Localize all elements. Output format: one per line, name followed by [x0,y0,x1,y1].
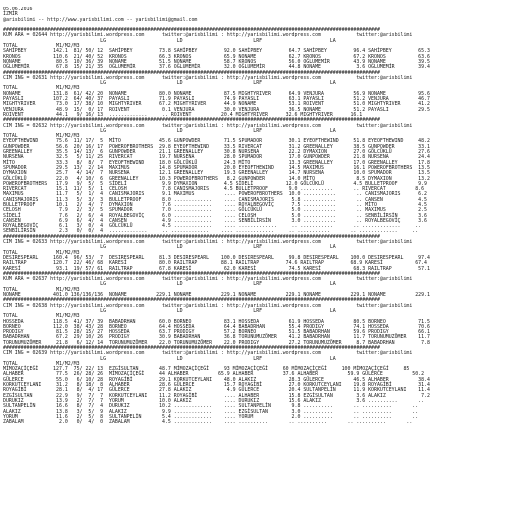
report-line: SULTANPELİN 16.6 8/ 7/ 4 DURUKIZ 10.2 ............. .... SULTANPELİN 9.8 .......... .. .......... .. [3,403,419,410]
report-line: CIM ING = 02632 http://yarisbilimi.wordpress.com twitter:@arisbilimi : http://yarisbilimi.wordpress.com twitter:@arisbilimi [3,122,413,129]
report-line: BULLETPROOF 10.1 2/ 4/ 7 DYMAXION 7.6 ............. .... ROYALBEGOVİÇ 7.5 ........... .. MİTO 4.5 [3,201,427,208]
report-line: ROYALBEGOVİÇ 6.1 3/ 0/ 4 GÖLCÜKLÜ 4.5 ............. .... ............. .. ........... .. ............. .. [3,223,422,230]
report-line: BORNEO 112.0 38/ 43/ 28 BORNEO 64.4 HOSSEDA 64.4 BABADRHAN 55.4 PRODIGY 74.1 HOSSEDA 70.6 [3,323,430,330]
report-line: POWEROFBROTHERS 17.9 9/ 5/ 5 SİDELİ 9.9 DYMAXION 4.5 SİDELİ 12.0 GÖLCÜKLÜ 4.5 BULLETPROOF 9.9 [3,180,427,187]
report-line: NURSENA 32.5 5/ 11/ 25 RIVERCAT 19.7 NURSENA 28.0 SPUMADOR 17.0 GUNPOWDER 21.8 NURSENA 24.4 [3,154,430,161]
report-line: TOTAL M1/M2/M3 [3,133,80,140]
report-line: RAILTRAP 120.7 22/ 46/ 68 KARESİ 80.0 RAILTRAP 88.1 RAILTRAP 74.6 RAILTRAP 68.9 KARESİ 67.4 [3,260,427,267]
report-line: CANSEN 6.9 6/ 4/ 4 CANSEN 4.9 ............. .... SENBİLİRSİN 3.0 ........... .. ROYALBEGOVİÇ 3.6 [3,217,427,224]
report-line: LG LD LRF LA [3,37,336,44]
report-line: EZGİSULTAN 22.9 9/ 7/ 7 KORKUTCEYLANI 11.2 ROYAGİBİ .... ALHABER 15.8 EZGİSULTAN 3.6 ALAKIZ 7.2 [3,392,430,399]
report-line: KARESİ 93.1 19/ 57/ 61 RAILTRAP 67.8 KARESİ 62.0 KARESİ 74.5 KARESİ 68.3 RAILTRAP 57.1 [3,265,430,272]
report-line: TOTAL M1/M2/M3 [3,286,80,293]
report-line: CANISMAJORIS 11.3 5/ 3/ 3 BULLETPROOF 8.0 ............. .... CANISMAJORIS 5.8 ........... .. CANSEN 4.5 [3,196,427,203]
report-line: CIM ING = 02639 http://yarisbilimi.wordpress.com twitter:@arisbilimi : http://yarisbilimi.wordpress.com twitter:@arisbilimi [3,350,413,357]
report-line: NONAME 80.5 10/ 36/ 39 NONAME 51.5 NONAME 58.7 KRONOS 56.0 OĞLUMEMİR 43.9 NONAME 39.5 [3,58,430,65]
report-line: TOTAL M1/M2/M3 [3,43,80,50]
report-line: RIVERCAT 15.1 11/ 5/ 1 CELOSH 7.8 CANISMAJORIS 4.5 BULLETPROOF 9.0 ........... .. RIVERCAT 8.6 [3,186,425,193]
report-line: KUM ARA = 02637 http://yarisbilimi.wordpress.com twitter:@arisbilimi : http://yarisbilimi.wordpress.com twitter:@arisbilimi [3,276,413,283]
report-line: LG LD LRF LA [3,244,336,251]
report-line: ################################################################################################################################ [3,69,380,76]
report-line: ################################################################################################################################ [3,297,380,304]
report-line: MİMOZAÇİÇEĞİ 127.7 75/ 22/ 13 EZGİSULTAN 48.7 MİMOZAÇİÇEĞİ 93 MİMOZAÇİÇEĞİ 60 MİMOZAÇİÇEĞİ 100 MİMOZAÇİÇEĞİ 85 [3,366,410,373]
report-line: SİDELİ 7.6 2/ 6/ 4 ROYALBEGOVİÇ 6.0 ............. .... CELOSH 5.0 ........... .. SENBİLİRSİN 3.6 [3,212,427,219]
report-line: TORUNUMUZÖMER 21.8 6/ 12/ 14 TORUNUMUZÖMER 22.0 TORUNUMUZÖMER 22.0 PRODIGY 27.2 TORUNUMUZÖMER 8.7 BABADRHAN 7.8 [3,339,430,346]
report-line: KUM ARA = 02644 http://yarisbilimi.wordpress.com twitter:@arisbilimi : http://yarisbilimi.wordpress.com twitter:@arisbilimi [3,32,413,39]
report-line: SENBİLİRSİN 2.3 0/ 0/ 4 ............. .. ............. .... ............. .. ........... .. ............. .. [3,228,419,235]
report-line: ALAKIZ 13.8 3/ 5/ 9 ALAKIZ 9.9 ............. .... EZGİSULTAN 3.0 .......... .. .......... .. [3,408,419,415]
report-line: BABADRHAN 67.2 29/ 10/ 26 PRODIGY 30.9 BABADRHAN 36.8 TORUNUMUZÖMER 41.2 BABADRHAN 11.7 TORUNUMUZÖMER 11.7 [3,334,430,341]
report-line: MAXIMUS 11.7 5/ 1/ 4 CANISMAJORIS 9.1 MAXIMUS .... POWEROFBROTHERS 10.0 ........... .. CANISMAJORIS 6.2 [3,191,427,198]
report-line: VENJURA 48.9 15/ 0/ 17 ROIVENT 0.1 VENJURA 30.0 VENJURA 36.5 NONAME 51.2 PAYASLI 29.5 [3,106,430,113]
report-line: OĞLUMEMİR 67.8 15/ 21/ 35 OĞLUMEMİR 37.6 OĞLUMEMİR 32.0 OĞLUMEMİR 44.8 NONAME 3.6 OĞLUMEMİR 39.4 [3,64,430,71]
report-line: SAHİPBEY 142.1 81/ 50/ 12 SAHİPBEY 73.8 SAHİPBEY 92.0 SAHİPBEY 64.7 SAHİPBEY 96.4 SAHİPBEY 65.3 [3,48,430,55]
report-line: GÖLCÜKLÜ 22.0 4/ 10/ 6 GREENALLEY 10.3 POWEROFBROTHERS 8.2 GUNPOWDER 14.0 MİTO 8.5 DYMAXION 13.2 [3,175,430,182]
report-line: CIM ING = 02633 http://yarisbilimi.wordpress.com twitter:@arisbilimi : http://yarisbilimi.wordpress.com twitter:@arisbilimi [3,239,413,246]
report-line: @arisbilimi -- http://www.yarisbilimi.com -- yarisbilimi@gmail.com [3,16,198,23]
report-line: TOTAL M1/M2/M3 [3,85,80,92]
report-line: CIM ING = 02631 http://yarisbilimi.wordpress.com twitter:@arisbilimi : http://yarisbilimi.wordpress.com twitter:@arisbilimi [3,74,413,81]
report-line: ################################################################################################################################ [3,270,380,277]
report-line: YORUM 11.6 2/ 5/ 8 SULTANPELİN 5.4 ............. .... YORUM 2.0 .......... .. .......... .. [3,413,419,420]
report-line: ################################################################################################################################ [3,27,380,34]
report-line: GÜLERCE 55.0 6/ 10/ 28 ROYAGİBİ 29.1 KORKUTCEYLANI 48.0 ALAKIZ 28.3 GÜLERCE 46.5 ALHABER 38.4 [3,376,430,383]
report-line: NONAME 401.0 136/136/136 NONAME 229.1 NONAME 229.1 NONAME 229.1 NONAME 229.1 NONAME 229.1 [3,292,430,299]
report-line: ################################################################################################################################ [3,233,380,240]
report-line: TOTAL M1/M2/M3 [3,313,80,320]
report-line: LG LD LRF LA [3,281,336,288]
report-line: NONAME 131.8 61/ 42/ 20 NONAME 80.0 NONAME 87.5 MIGHTYRIVER 64.9 VENJURA 56.9 NONAME 95.6 [3,90,430,97]
report-line: PRODIGY 81.5 28/ 15/ 27 HOSSEDA 63.7 PRODIGY 57.2 BORNEO 51.5 BABADRHAN 59.6 PRODIGY 66.1 [3,329,430,336]
report-line: LG LD LRF LA [3,127,336,134]
report-line: KORKUTCEYLANI 31.2 8/ 18/ 8 ALHABER 28.6 GÜLERCE 15.7 ROYAGİBİ 27.0 KORKUTCEYLANI 19.8 ROYAGİBİ 31.4 [3,382,430,389]
report-line: ROIVENT 44.1 9/ 16/ 13 ............. .. ROIVENT 20.4 MIGHTYRIVER 32.6 MIGHTYRIVER 16.1 [3,111,363,118]
report-line: CIM ING = 02638 http://yarisbilimi.wordpress.com twitter:@arisbilimi : http://yarisbilimi.wordpress.com twitter:@arisbilimi [3,302,413,309]
report-line: EYEOFTHEWIND 75.6 11/ 17/ 5 MİTO 45.6 GUNPOWDER 71.5 SPUMADOR 30.1 EYEOFTHEWIND 51.8 EYEOFTHEWIND 48.2 [3,138,430,145]
report-line: ZABALAM 2.0 0/ 4/ 0 ZABALAM 4.5 ............. .... .......... .. .......... .. .......... .. [3,419,413,426]
report-line: ################################################################################################################################ [3,117,380,124]
report-line: KRONOS 110.6 21/ 40/ 52 KRONOS 66.3 KRONOS 65.9 NONAME 62.7 KRONOS 67.2 KRONOS 63.6 [3,53,430,60]
report-line: ################################################################################################################################ [3,345,380,351]
report-line: SPUMADOR 29.5 13/ 2/ 14 MAXIMUS 14.8 SPUMADOR 20.0 EYEOFTHEWIND 14.5 MAXIMUS 16.1 POWEROFBROTHERS 13.5 [3,164,430,171]
report-line: HOSSEDA 118.5 41/ 37/ 39 BABADRHAN 60.0 BORNEO 83.1 HOSSEDA 61.9 HOSSEDA 80.5 BORNEO 71.5 [3,318,430,325]
report-line: GREENALLEY 35.5 14/ 13/ 6 GUNPOWDER 21.1 GREENALLEY 30.8 NURSENA 22.2 DYMAXION 27.0 GÖLCÜKLÜ 27.6 [3,149,430,156]
report-line: LG LD LRF LA [3,307,336,314]
report-line: DURUKIZ 13.9 2/ 7/ 7 YORUM 10.0 ALAKIZ .... DURUKIZ 15.6 ALAKIZ 3.6 .......... .. [3,397,425,404]
report-line: PAYASLI 107.2 64/ 40/ 37 PAYASLI 71.9 PAYASLI 74.9 PAYASLI 63.1 PAYASLI 51.2 VENJURA 46.7 [3,96,430,103]
report-line: TOTAL M1/M2/M3 [3,249,80,256]
report-line: CELOSH 7.9 2/ 3/ 5 SPUMADOR 7.0 ............. .... GÖLCÜKLÜ 5.0 ........... .. MAXIMUS 2.5 [3,207,427,214]
report-line: ROYAGİBİ 28.1 8/ 4/ 17 GÜLERCE 27.8 ALAKIZ 4.9 GÜLERCE 20.4 SULTANPELİN 11.9 KORKUTCEYLANI 11.4 [3,387,430,394]
report-line: LG LD LRF LA [3,80,336,87]
report-line: MİTO 33.3 8/ 8/ 7 EYEOFTHEWIND 18.0 GÖLCÜKLÜ 24.3 MİTO 13.3 GREENALLEY 17.0 GREENALLEY 17.8 [3,159,430,166]
report-line: ALHABER 77.5 26/ 28/ 26 MİMOZAÇİÇEĞİ 44 ALHABER 65.9 ALHABER 37.6 ALHABER 59.9 GÜLERCE 50.2 [3,371,425,378]
report-line: DYMAXION 25.7 4/ 14/ 7 NURSENA 12.1 GREENALLEY 19.3 GREENALLEY 14.7 NURSENA 10.0 SPUMADOR 13.5 [3,170,430,177]
report-line: LG LD LRF LA [3,355,336,362]
report-line: MIGHTYRIVER 73.0 17/ 38/ 10 MIGHTYRIVER 67.2 MIGHTYRIVER 44.9 NONAME 53.1 ROIVENT 51.0 MIGHTYRIVER 41.2 [3,101,430,108]
report-line: İZMİR [3,11,18,18]
report-line: DESIRESPEARL 160.4 96/ 53/ 7 DESIRESPEARL 81.3 DESIRESPEARL 100.0 DESIRESPEARL 99.8 DESIRESPEARL 100.0 DESIRESPEARL 97.4 [3,254,430,261]
report-line: 05.06.2016 [3,7,33,12]
race-report-document [3,7,527,523]
report-line: GUNPOWDER 56.6 20/ 16/ 17 POWEROFBROTHERS 29.8 EYEOFTHEWIND 33.5 RIVERCAT 31.2 GREENALLEY 38.5 GUNPOWDER 33.1 [3,143,430,150]
report-line: TOTAL M1/M2/M3 [3,360,80,367]
